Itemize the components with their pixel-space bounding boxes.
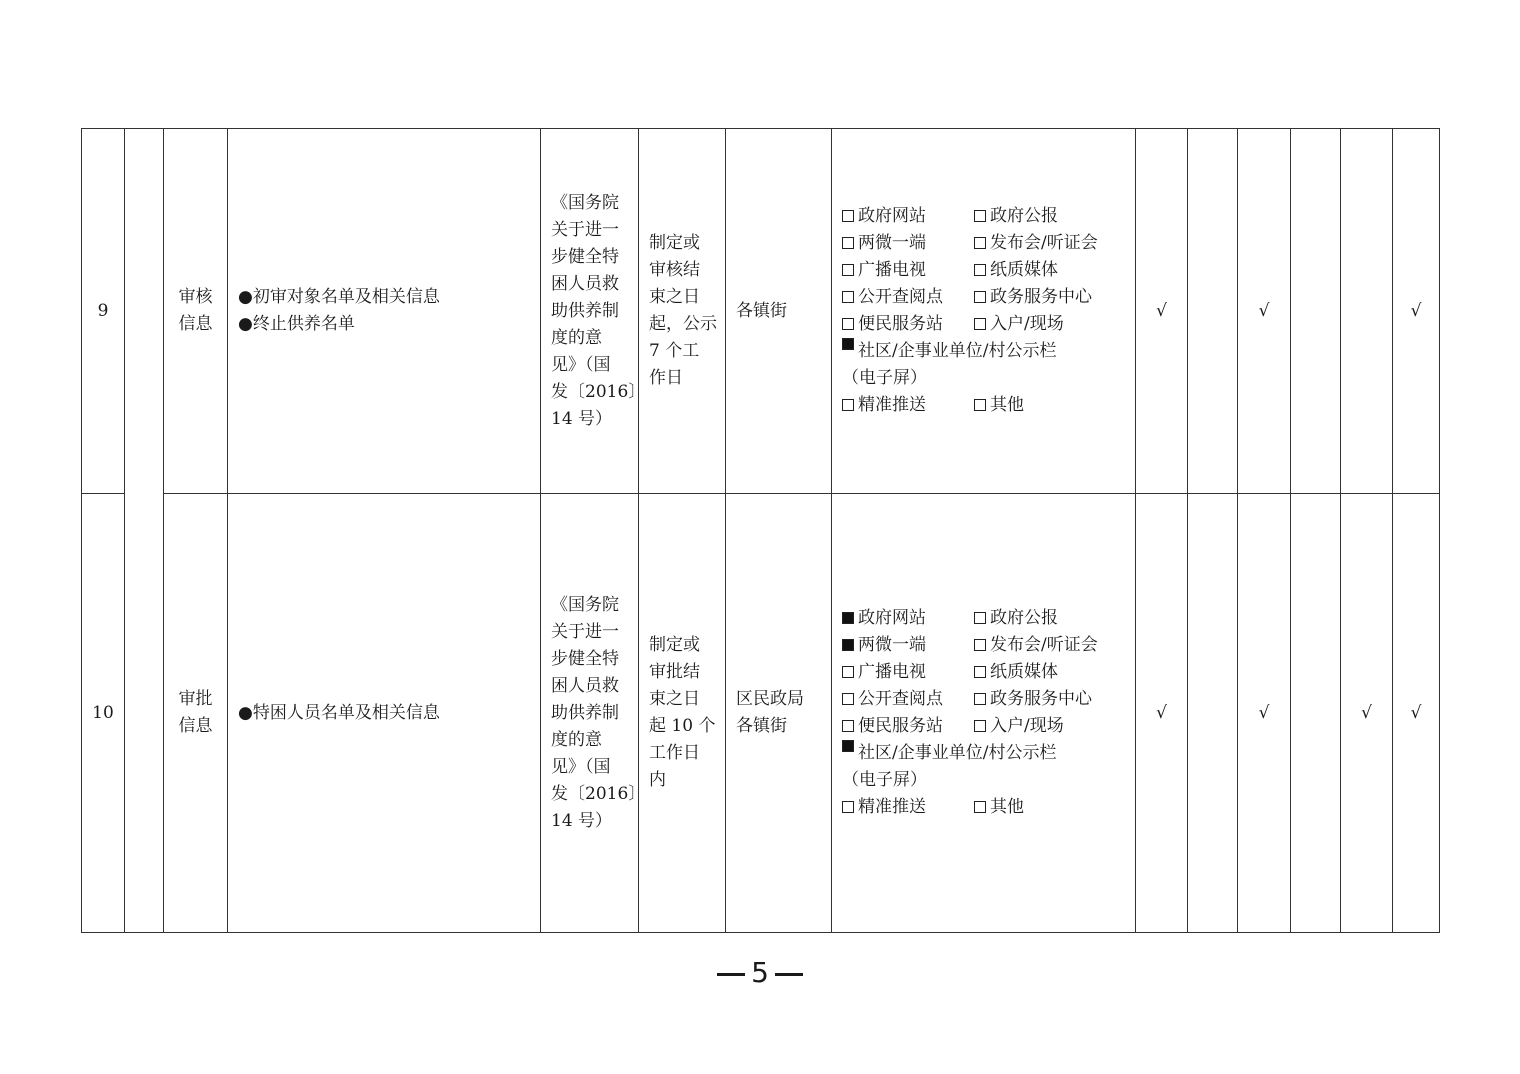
basis-line: 步健全特 bbox=[551, 648, 619, 669]
channel-option bbox=[842, 632, 974, 659]
dash-left bbox=[717, 973, 745, 976]
category-cell bbox=[164, 129, 228, 494]
time-line: 起 10 个 bbox=[649, 716, 716, 736]
channel-option bbox=[974, 605, 1058, 632]
channel-option bbox=[842, 794, 974, 821]
channel-label: 入户/现场 bbox=[990, 716, 1064, 736]
channel-checkbox bbox=[974, 693, 986, 705]
channel-label: 两微一端 bbox=[858, 635, 926, 655]
basis-line: 困人员救 bbox=[551, 675, 619, 696]
basis-line: 14 号） bbox=[551, 408, 613, 429]
checkmark-cell bbox=[1291, 129, 1341, 494]
responsible-body-cell bbox=[726, 494, 832, 933]
row-number: 10 bbox=[82, 494, 125, 933]
basis-line: 见》（国 bbox=[551, 354, 611, 375]
checkmark-cell bbox=[1188, 494, 1238, 933]
channel-checkbox bbox=[842, 639, 854, 651]
channel-checkbox bbox=[974, 264, 986, 276]
channel-row bbox=[842, 686, 1135, 713]
basis-line: 度的意 bbox=[551, 327, 602, 348]
channel-label: 精准推送 bbox=[858, 797, 926, 817]
channel-community-row bbox=[842, 338, 1135, 365]
time-line: 内 bbox=[649, 770, 666, 790]
basis-line: 步健全特 bbox=[551, 246, 619, 267]
channel-option bbox=[974, 686, 1092, 713]
channel-label: 入户/现场 bbox=[990, 314, 1064, 334]
channel-option bbox=[974, 203, 1058, 230]
channel-label: 精准推送 bbox=[858, 395, 926, 415]
checkmark-cell bbox=[1188, 129, 1238, 494]
basis-line: 见》（国 bbox=[551, 756, 611, 777]
channel-option bbox=[842, 392, 974, 419]
screen-label: （电子屏） bbox=[842, 368, 927, 388]
community-checkbox bbox=[842, 338, 854, 350]
channel-option bbox=[842, 257, 974, 284]
channel-label: 政务服务中心 bbox=[990, 287, 1092, 307]
time-limit-cell bbox=[639, 494, 726, 933]
channel-screen-row bbox=[842, 767, 1135, 794]
basis-cell bbox=[541, 494, 646, 933]
checkmark-cell: √ bbox=[1136, 129, 1188, 494]
channel-checkbox bbox=[974, 612, 986, 624]
channel-row bbox=[842, 311, 1135, 338]
channel-checkbox bbox=[842, 264, 854, 276]
channel-checkbox bbox=[842, 237, 854, 249]
time-line: 审批结 bbox=[649, 662, 700, 682]
channel-checkbox bbox=[842, 318, 854, 330]
channel-label: 便民服务站 bbox=[858, 716, 943, 736]
channel-option bbox=[974, 311, 1064, 338]
time-line: 7 个工 bbox=[649, 341, 700, 361]
channel-label: 广播电视 bbox=[858, 260, 926, 280]
channel-label: 公开查阅点 bbox=[858, 689, 943, 709]
channel-checkbox bbox=[974, 210, 986, 222]
channel-option bbox=[842, 659, 974, 686]
channel-checkbox bbox=[974, 720, 986, 732]
channel-label: 广播电视 bbox=[858, 662, 926, 682]
channel-row bbox=[842, 794, 1135, 821]
basis-line: 关于进一 bbox=[551, 219, 619, 240]
content-cell bbox=[228, 494, 541, 933]
channel-label: 两微一端 bbox=[858, 233, 926, 253]
checkmark-cell: √ bbox=[1136, 494, 1188, 933]
channel-checkbox bbox=[842, 801, 854, 813]
content-cell bbox=[228, 129, 541, 494]
basis-cell bbox=[541, 129, 646, 494]
channel-option bbox=[842, 311, 974, 338]
time-line: 工作日 bbox=[649, 743, 700, 763]
content-item: ●初审对象名单及相关信息 bbox=[238, 287, 440, 307]
channel-option bbox=[842, 230, 974, 257]
channel-option bbox=[974, 713, 1064, 740]
table-row bbox=[82, 129, 1440, 494]
basis-line: 关于进一 bbox=[551, 621, 619, 642]
channel-label: 发布会/听证会 bbox=[990, 233, 1098, 253]
channel-option bbox=[842, 203, 974, 230]
community-label: 社区/企事业单位/村公示栏 bbox=[858, 341, 1057, 361]
category-cell bbox=[164, 494, 228, 933]
time-line: 束之日 bbox=[649, 689, 700, 709]
row-number: 9 bbox=[82, 129, 125, 494]
channel-label: 政府公报 bbox=[990, 206, 1058, 226]
basis-line: 发〔2016〕 bbox=[551, 783, 646, 804]
category-line: 信息 bbox=[178, 716, 213, 736]
community-checkbox bbox=[842, 740, 854, 752]
channel-option bbox=[842, 284, 974, 311]
channel-label: 便民服务站 bbox=[858, 314, 943, 334]
disclosure-table bbox=[81, 128, 1440, 933]
channel-row bbox=[842, 713, 1135, 740]
checkmark-cell bbox=[1291, 494, 1341, 933]
channels-cell bbox=[832, 494, 1136, 933]
channel-row bbox=[842, 257, 1135, 284]
channel-row bbox=[842, 203, 1135, 230]
channel-checkbox bbox=[974, 318, 986, 330]
group-cell bbox=[125, 129, 164, 933]
responsible-body-cell bbox=[726, 129, 832, 494]
channels-cell bbox=[832, 129, 1136, 494]
channel-row bbox=[842, 230, 1135, 257]
checkmark-cell: √ bbox=[1393, 129, 1440, 494]
basis-line: 困人员救 bbox=[551, 273, 619, 294]
channel-option bbox=[974, 257, 1058, 284]
content-item: ●特困人员名单及相关信息 bbox=[238, 702, 440, 723]
basis-line: 14 号） bbox=[551, 810, 613, 831]
body-line: 各镇街 bbox=[736, 300, 787, 321]
page-number bbox=[0, 955, 1520, 991]
basis-line: 《国务院 bbox=[551, 594, 619, 615]
channel-checkbox bbox=[842, 399, 854, 411]
checkmark-cell: √ bbox=[1238, 494, 1291, 933]
basis-line: 发〔2016〕 bbox=[551, 381, 646, 402]
community-label: 社区/企事业单位/村公示栏 bbox=[858, 743, 1057, 763]
channel-label: 其他 bbox=[990, 797, 1024, 817]
time-line: 审核结 bbox=[649, 260, 700, 280]
basis-line: 《国务院 bbox=[551, 192, 619, 213]
channel-label: 政府网站 bbox=[858, 608, 926, 628]
channel-label: 其他 bbox=[990, 395, 1024, 415]
channel-checkbox bbox=[974, 801, 986, 813]
checkmark-cell: √ bbox=[1393, 494, 1440, 933]
channel-community-row bbox=[842, 740, 1135, 767]
time-line: 起，公示 bbox=[649, 314, 717, 334]
basis-line: 助供养制 bbox=[551, 300, 619, 321]
channel-label: 政务服务中心 bbox=[990, 689, 1092, 709]
channel-label: 政府公报 bbox=[990, 608, 1058, 628]
category-line: 信息 bbox=[178, 314, 213, 334]
channel-row bbox=[842, 284, 1135, 311]
channel-option bbox=[974, 632, 1098, 659]
channel-option bbox=[974, 659, 1058, 686]
channel-checkbox bbox=[974, 666, 986, 678]
channel-option bbox=[842, 713, 974, 740]
checkmark-cell: √ bbox=[1238, 129, 1291, 494]
channel-checkbox bbox=[842, 693, 854, 705]
channel-checkbox bbox=[974, 291, 986, 303]
basis-line: 助供养制 bbox=[551, 702, 619, 723]
channel-checkbox bbox=[842, 612, 854, 624]
category-line: 审核 bbox=[178, 287, 213, 307]
channel-checkbox bbox=[974, 639, 986, 651]
channel-checkbox bbox=[842, 720, 854, 732]
channel-checkbox bbox=[842, 210, 854, 222]
channel-label: 纸质媒体 bbox=[990, 662, 1058, 682]
time-limit-cell bbox=[639, 129, 726, 494]
category-line: 审批 bbox=[178, 689, 213, 709]
checkmark-cell: √ bbox=[1341, 494, 1393, 933]
channel-option bbox=[842, 686, 974, 713]
table-row bbox=[82, 494, 1440, 933]
time-line: 制定或 bbox=[649, 635, 700, 655]
channel-checkbox bbox=[842, 666, 854, 678]
time-line: 作日 bbox=[649, 368, 683, 388]
channel-label: 政府网站 bbox=[858, 206, 926, 226]
channel-option bbox=[974, 392, 1024, 419]
channel-label: 纸质媒体 bbox=[990, 260, 1058, 280]
time-line: 制定或 bbox=[649, 233, 700, 253]
channel-label: 发布会/听证会 bbox=[990, 635, 1098, 655]
channel-row bbox=[842, 659, 1135, 686]
content-item: ●终止供养名单 bbox=[238, 314, 355, 334]
page-number-text: 5 bbox=[751, 956, 769, 989]
body-line: 区民政局 bbox=[736, 689, 804, 709]
channel-option bbox=[974, 794, 1024, 821]
channel-checkbox bbox=[974, 237, 986, 249]
channel-row bbox=[842, 605, 1135, 632]
body-line: 各镇街 bbox=[736, 716, 787, 736]
checkmark-cell bbox=[1341, 129, 1393, 494]
channel-option bbox=[974, 230, 1098, 257]
channel-checkbox bbox=[842, 291, 854, 303]
channel-option bbox=[842, 605, 974, 632]
channel-checkbox bbox=[974, 399, 986, 411]
time-line: 束之日 bbox=[649, 287, 700, 307]
basis-line: 度的意 bbox=[551, 729, 602, 750]
screen-label: （电子屏） bbox=[842, 770, 927, 790]
channel-row bbox=[842, 632, 1135, 659]
channel-label: 公开查阅点 bbox=[858, 287, 943, 307]
dash-right bbox=[775, 973, 803, 976]
channel-row bbox=[842, 392, 1135, 419]
channel-option bbox=[974, 284, 1092, 311]
channel-screen-row bbox=[842, 365, 1135, 392]
